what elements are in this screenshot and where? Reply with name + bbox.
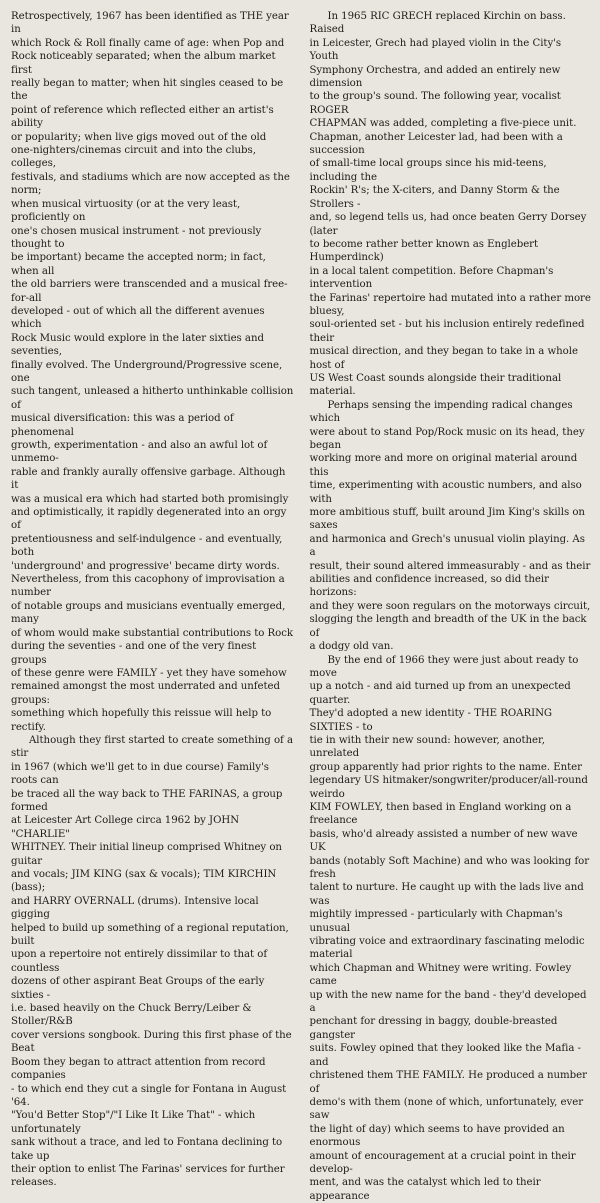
liner-notes-page: [0, 0, 600, 594]
right-column: [310, 10, 593, 594]
left-column: [11, 10, 294, 594]
paragraph-original-material: Perhaps sensing the impending radical changes which were about to stand Pop/Rock music on its head, they began working more and more on original material around this time, experimenting with acoustic numbers, and also with more ambitious stuff, built around Jim King's skills on saxes and harmonica and Grech's unusual violin playing. As a result, their sound altered immeasurably - and as their abilities and confidence increased, so did their horizons: and they were soon regulars on the motorways circuit, slogging the length and breadth of the UK in the back of a dodgy old van.: [310, 399, 593, 654]
paragraph-kim-fowley: By the end of 1966 they were just about ready to move up a notch - and aid turned up from an unexpected quarter. They'd adopted a new identity - THE ROARING SIXTIES - to tie in with their new sound: however, another, unrelated group apparently had prior rights to the name. Enter legendary US hitmaker/songwriter/producer/all-round weirdo KIM FOWLEY, then based in England working on a freelance basis, who'd already assisted a number of new wave UK bands (notably Soft Machine) and who was looking for fresh talent to nurture. He caught up with the lads live and was mightily impressed - particularly with Chapman's unusual vibrating voice and extraordinary fascinating melodic material which Chapman and Whitney were writing. Fowley came up with the new name for the band - they'd developed a penchant for dressing in baggy, double-breasted gangster suits. Fowley opined that they looked like the Mafia - and christened them THE FAMILY. He produced a number of demo's with them (none of which, unfortunately, ever saw the light of day) which seems to have provided an enormous amount of encouragement at a crucial point in their develop- ment, and was the catalyst which led to their appearance: [310, 654, 593, 1203]
paragraph-1967-overview: Retrospectively, 1967 has been identified as THE year in which Rock & Roll finally came of age: when Pop and Rock noticeably separated; when the album market first really began to matter; when hit singles ceased to be the point of reference which reflected either an artist's ability or popularity; when live gigs moved out of the old one-nighters/cinemas circuit and into the clubs, colleges, festivals, and stadiums which are now accepted as the norm; when musical virtuosity (or at the very least, proficiently on one's chosen musical instrument - not previously thought to be important) became the accepted norm; in fact, when all the old barriers were transcended and a musical free-for-all developed - out of which all the different avenues which Rock Music would explore in the later sixties and seventies, finally evolved. The Underground/Progressive scene, one such tangent, unleased a hitherto unthinkable collision of musical diversification: this was a period of phenomenal growth, experimentation - and also an awful lot of unmemo- rable and frankly aurally offensive garbage. Although it was a musical era which had started both promisingly and optimistically, it rapidly degenerated into an orgy of pretentiousness and self-indulgence - and eventually, both 'underground' and progressive' became dirty words. Nevertheless, from this cacophony of improvisation a number of notable groups and musicians eventually emerged, many of whom would make substantial contributions to Rock during the seventies - and one of the very finest groups of these genre were FAMILY - yet they have somehow remained amongst the most underrated and unfeted groups: something which hopefully this reissue will help to rectify.: [11, 10, 294, 734]
paragraph-the-farinas: Although they first started to create something of a stir in 1967 (which we'll get to in due course) Family's roots can be traced all the way back to THE FARINAS, a group formed at Leicester Art College circa 1962 by JOHN "CHARLIE" WHITNEY. Their initial lineup comprised Whitney on guitar and vocals; JIM KING (sax & vocals); TIM KIRCHIN (bass); and HARRY OVERNALL (drums). Intensive local gigging helped to build up something of a regional reputation, built upon a repertoire not entirely dissimilar to that of countless dozens of other aspirant Beat Groups of the early sixties - i.e. based heavily on the Chuck Berry/Leiber & Stoller/R&B cover versions songbook. During this first phase of the Beat Boom they began to attract attention from record companies - to which end they cut a single for Fontana in August '64. "You'd Better Stop"/"I Like It Like That" - which unfortunately sank without a trace, and led to Fontana declining to take up their option to enlist The Farinas' services for further releases.: [11, 734, 294, 1190]
paragraph-ric-grech: In 1965 RIC GRECH replaced Kirchin on bass. Raised in Leicester, Grech had played violin in the City's Youth Symphony Orchestra, and added an entirely new dimension to the group's sound. The following year, vocalist ROGER CHAPMAN was added, completing a five-piece unit. Chapman, another Leicester lad, had been with a succession of small-time local groups since his mid-teens, including the Rockin' R's; the X-citers, and Danny Storm & the Strollers - and, so legend tells us, had once beaten Gerry Dorsey (later to become rather better known as Englebert Humperdinck) in a local talent competition. Before Chapman's intervention the Farinas' repertoire had mutated into a rather more bluesy, soul-oriented set - but his inclusion entirely redefined their musical direction, and they began to take in a whole host of US West Coast sounds alongside their traditional material.: [310, 10, 593, 399]
